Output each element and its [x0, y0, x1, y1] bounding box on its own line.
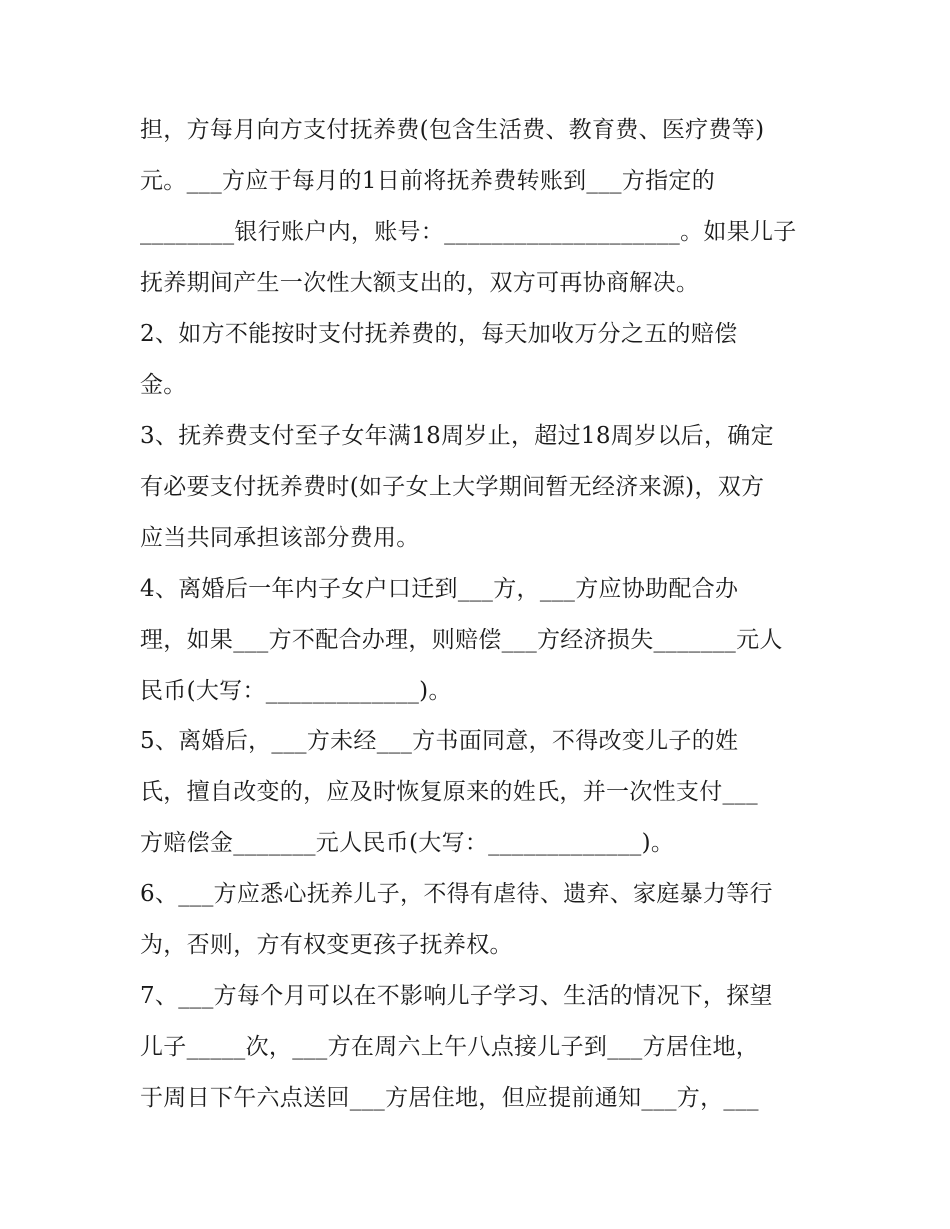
text-line: 3、抚养费支付至子女年满18周岁止，超过18周岁以后，确定	[140, 423, 774, 449]
text-line: 有必要支付抚养费时(如子女上大学期间暂无经济来源)，双方	[140, 474, 765, 500]
text-line: 应当共同承担该部分费用。	[140, 525, 420, 551]
text-line: 元。___方应于每月的1日前将抚养费转账到___方指定的	[140, 168, 716, 194]
text-line: 为，否则，方有权变更孩子抚养权。	[140, 932, 513, 958]
text-line: 4、离婚后一年内子女户口迁到___方，___方应协助配合办	[140, 576, 739, 602]
text-line: 2、如方不能按时支付抚养费的，每天加收万分之五的赔偿	[140, 321, 738, 347]
text-line: 担，方每月向方支付抚养费(包含生活费、教育费、医疗费等)	[140, 117, 765, 143]
text-line: 5、离婚后，___方未经___方书面同意，不得改变儿子的姓	[140, 728, 739, 754]
text-line: ________银行账户内，账号：____________________。如果儿子	[140, 219, 797, 245]
text-line: 抚养期间产生一次性大额支出的，双方可再协商解决。	[140, 270, 700, 296]
text-line: 理，如果___方不配合办理，则赔偿___方经济损失_______元人	[140, 627, 783, 653]
text-line: 氏，擅自改变的，应及时恢复原来的姓氏，并一次性支付___	[140, 779, 758, 805]
text-line: 儿子_____次，___方在周六上午八点接儿子到___方居住地，	[140, 1034, 760, 1060]
text-line: 于周日下午六点送回___方居住地，但应提前通知___方，___	[140, 1085, 759, 1111]
text-line: 6、___方应悉心抚养儿子，不得有虐待、遗弃、家庭暴力等行	[140, 881, 773, 907]
text-line: 金。	[140, 372, 187, 398]
text-line: 民币(大写：_____________)。	[140, 678, 452, 704]
text-line: 方赔偿金_______元人民币(大写：_____________)。	[140, 830, 675, 856]
text-line: 7、___方每个月可以在不影响儿子学习、生活的情况下，探望	[140, 983, 773, 1009]
